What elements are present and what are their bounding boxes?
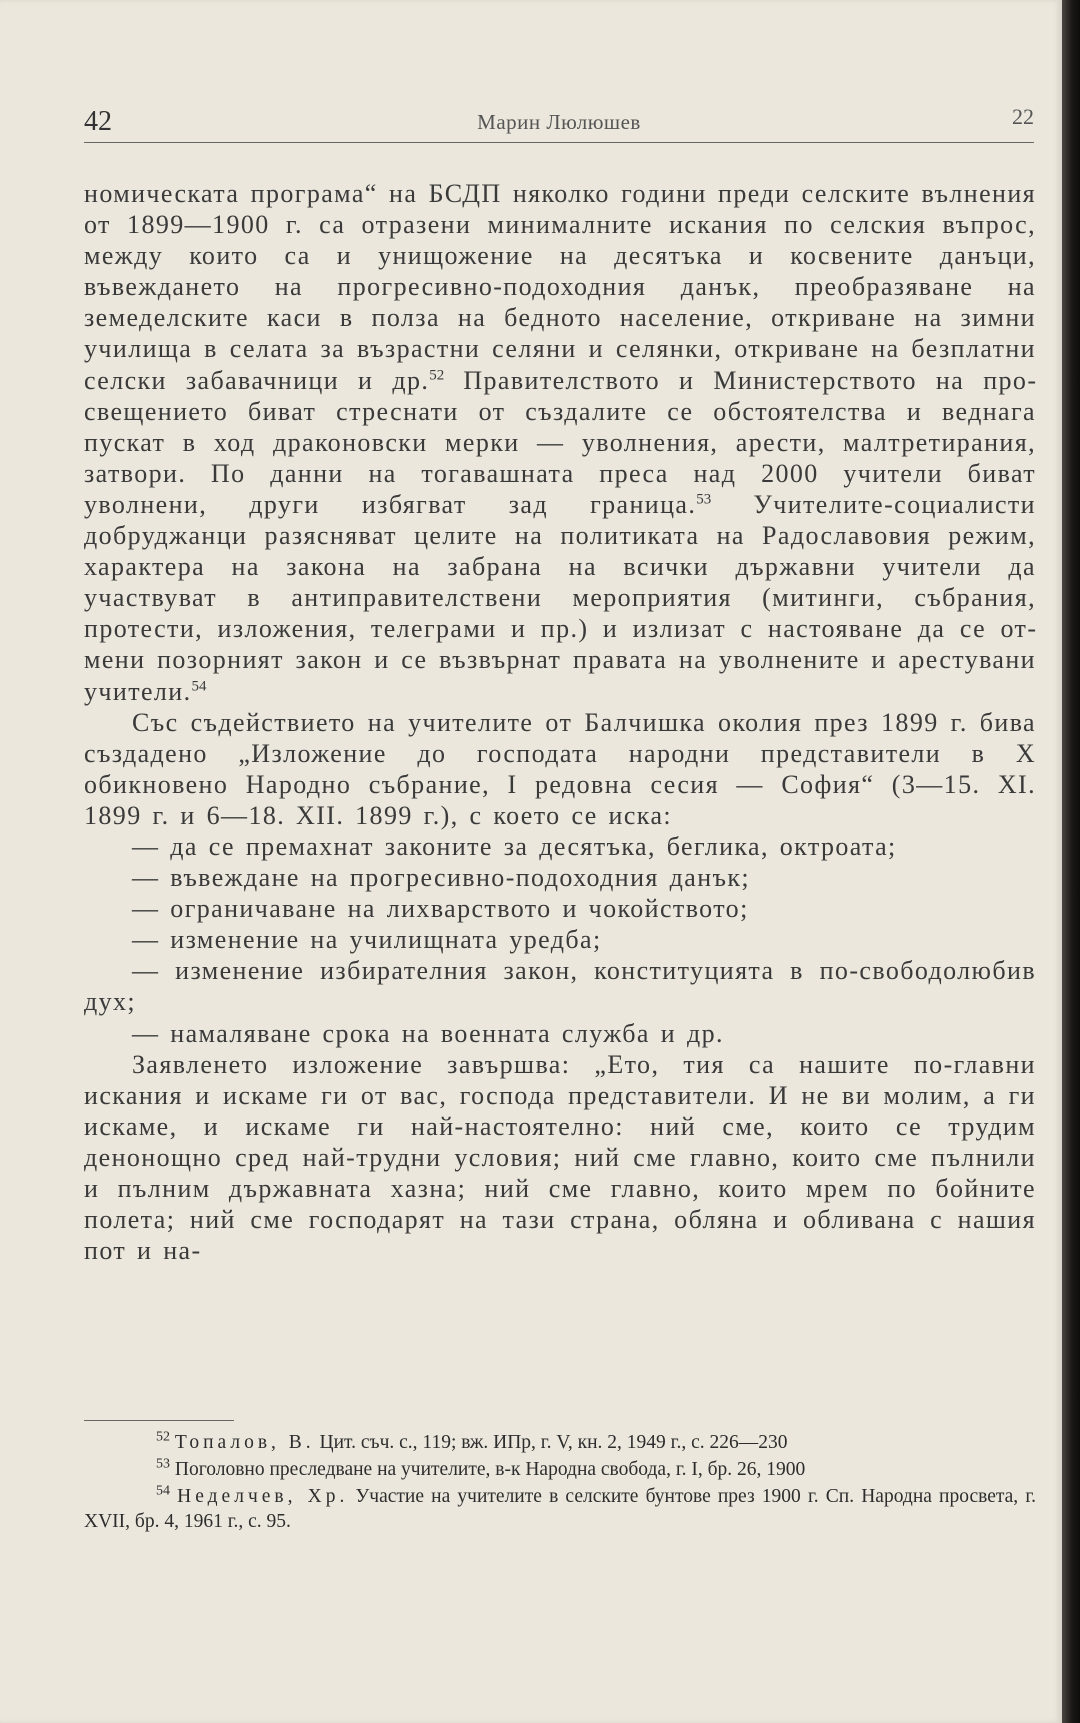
demand-list-item: — изменение избирателния закон, конституцията в по-свободолюбив дух;: [84, 956, 1036, 1017]
footnote-text: Поголовно преследване на учителите, в-к Народна свобода, г. I, бр. 26, 1900: [174, 1459, 806, 1480]
demand-list-item: — да се премахнат законите за десятъка, беглика, октроата;: [132, 831, 897, 861]
footnote-52: [84, 1430, 1036, 1455]
header-rule: [84, 142, 1034, 143]
body-text: [84, 178, 1036, 1266]
running-head: Марин Люлюшев: [477, 110, 641, 134]
footnote-text: Цит. съч. с., 119; вж. ИПр, г. V, кн. 2, 1949 г., с. 226—230: [314, 1432, 788, 1453]
footnote-author: Неделчев, Хр.: [177, 1486, 349, 1507]
footnote-53: [84, 1457, 1036, 1482]
footnote-rule: [84, 1420, 234, 1421]
book-binding-edge: [1062, 0, 1080, 1723]
paragraph-1-text-b: Правителството и Министерството на просвещението биват стреснати от създалите се обстоятелства и веднага пускат в ход драконовски мерки — уволнения, арести, малтретирания, затвори. По данни на тогавашната преса над 2000 учители биват уволнени, други избягват зад граница.: [84, 365, 1036, 519]
page-number: 42: [84, 106, 112, 137]
footnote-ref-54: 54: [191, 677, 207, 694]
footnote-number: 54: [156, 1483, 170, 1499]
demand-list-item: — намаляване срока на военната служба и др.: [132, 1018, 724, 1048]
footnotes: [84, 1430, 1036, 1536]
paragraph-2: Със съдействието на учителите от Балчишка околия през 1899 г. бива създадено „Изложение до господата народни представители в X обикновено Народно събрание, I редовна сесия — София“ (3—15. XI. 1899 г. и 6—18. XII. 1899 г.), с което се иска:: [84, 707, 1036, 830]
footnote-54: [84, 1484, 1036, 1534]
footnote-author: Топалов, В.: [174, 1432, 315, 1453]
paragraph-3: Заявленето изложение завършва: „Ето, тия са нашите по-главни искания и искаме ги от вас, господа представители. И не ви молим, а ги искаме, и искаме ги най-настоятелно: ний сме, които се трудим денонощно сред най-трудни условия; ний сме главно, които сме пълнили и пълним държавната хазна; ний сме главно, които мрем по бойните полета; ний сме господарят на тази страна, обляна и обливана с нашия пот и на-: [84, 1049, 1036, 1266]
secondary-folio: 22: [1012, 104, 1034, 129]
demand-list-item: — изменение на училищната уредба;: [132, 925, 602, 955]
paragraph-1-text-c: Учителите-социалисти добруджанци разясняват целите на политиката на Радославовия режим, характера на закона на забрана на всички държавни учители да участвуват в антиправителствени мероприятия (митинги, събрания, протести, изложения, телеграми и пр.) и излизат с настояване да се отмени позорният закон и се възвърнат правата на уволнените и арестувани учители.: [84, 489, 1037, 706]
paragraph-1: [84, 178, 1036, 707]
demand-list-item: — въвеждане на прогресивно-подоходния данък;: [132, 863, 751, 893]
paragraph-1-text-a: номическата програма“ на БСДП няколко години преди селските вълнения от 1899—1900 г. са отразени минималните искания по селския въпрос, между които са и унищожение на десятъка и косвените данъци, въвеждането на прогресивно-подоходния данък, преобразяване на земеделските каси в полза на бедното население, откриване на зимни училища в селата за възрастни селяни и селянки, откриване на безплатни селски забавачници и др.: [84, 179, 1036, 395]
footnote-number: 52: [156, 1429, 170, 1445]
page-header: [84, 104, 1034, 144]
footnote-ref-53: 53: [696, 491, 712, 508]
footnote-number: 53: [156, 1456, 170, 1472]
demand-list-item: — ограничаване на лихварството и чокойството;: [132, 894, 749, 924]
footnote-text: Участие на учителите в селските бунтове през 1900 г. Сп. Народна просвета, г. XVII, бр. 4, 1961 г., с. 95.: [84, 1486, 1036, 1532]
footnote-ref-52: 52: [429, 366, 445, 383]
